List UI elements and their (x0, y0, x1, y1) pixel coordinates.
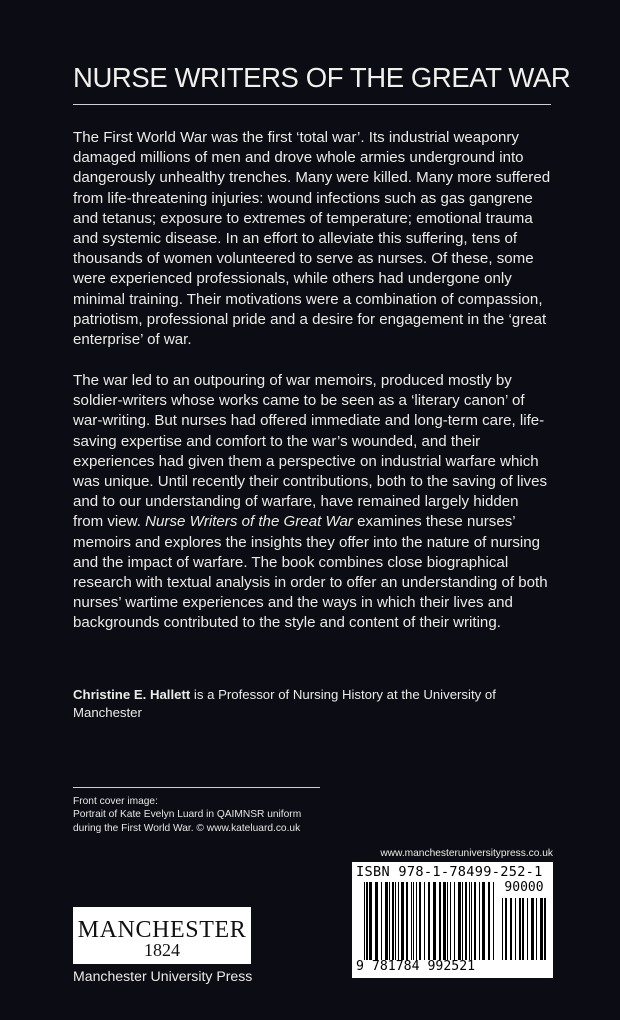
blurb-paragraph-1: The First World War was the first ‘total war’. Its industrial weaponry damaged millions of men and drove whole armies underground into dangerously unhealthy trenches. Many were killed. Many more suffered from life-threatening injuries: wound infections such as gas gangrene and tetanus; exposure to extremes of temperature; emotional trauma and systemic disease. In an effort to alleviate this suffering, tens of thousands of women volunteered to serve as nurses. Of these, some were experienced professionals, while others had undergone only minimal training. Their motivations were a combination of compassion, patriotism, professional pride and a desire for engagement in the ‘great enterprise’ of war. (73, 129, 551, 349)
book-title: NURSE WRITERS OF THE GREAT WAR (73, 62, 571, 93)
barcode-bar (454, 882, 455, 960)
barcode-bar (398, 882, 399, 960)
barcode-bar (419, 882, 421, 960)
barcode-bar (381, 882, 382, 960)
barcode-bar (536, 898, 537, 960)
logo-wordmark: MANCHESTER (77, 917, 247, 943)
barcode-bar (428, 882, 430, 960)
barcode-bar (493, 882, 494, 960)
barcode-bar (458, 882, 461, 960)
barcode-bar (416, 882, 417, 960)
barcode-bar (474, 882, 476, 960)
barcode-bar (364, 882, 365, 960)
barcode-bar (447, 882, 448, 960)
barcode-bar (510, 898, 512, 960)
author-bio (73, 686, 551, 722)
barcode-bar (502, 898, 503, 960)
author-name: Christine E. Hallett (73, 687, 191, 702)
barcode-bar (482, 882, 485, 960)
caption-divider (73, 787, 320, 788)
barcode-bar (544, 898, 546, 960)
caption-line-1: Front cover image: (73, 796, 158, 807)
barcode-bar (385, 882, 388, 960)
barcode-bar (433, 882, 436, 960)
barcode-bar (469, 882, 470, 960)
barcode-bar (515, 898, 516, 960)
barcode-bar (465, 882, 467, 960)
barcode-bar (401, 882, 404, 960)
barcode-bar (527, 898, 528, 960)
blurb-paragraph-2-end: examines these nurses’ memoirs and explores the insights they offer into the nature of nursing and the impact of warfare. The book combines close biographical research with textual analysis in order to offer an understanding of both nurses’ wartime experiences and the ways in which their lives and backgrounds contributed to the style and content of their writing. (73, 513, 548, 632)
publisher-logo (73, 907, 251, 964)
isbn-label: ISBN 978-1-78499-252-1 (356, 864, 543, 880)
barcode-addon-bars (502, 898, 546, 960)
title-divider (73, 104, 551, 105)
blurb-paragraph-2 (73, 371, 551, 634)
barcode-bar (439, 882, 441, 960)
barcode-main-bars (364, 882, 494, 960)
barcode-bar (479, 882, 480, 960)
caption-line-2: Portrait of Kate Evelyn Luard in QAIMNSR uniform (73, 809, 302, 821)
publisher-website: www.manchesteruniversitypress.co.uk (380, 848, 553, 859)
barcode-bar (522, 898, 524, 960)
barcode-bar (519, 898, 521, 960)
barcode-bar (540, 898, 543, 960)
isbn-barcode (352, 862, 553, 978)
caption-line-3: during the First World War. © www.kateluard.co.uk (73, 822, 301, 834)
barcode-bar (450, 882, 451, 960)
barcode-bar (366, 882, 368, 960)
barcode-bar (395, 882, 396, 960)
barcode-bar (462, 882, 463, 960)
barcode-bar (392, 882, 394, 960)
barcode-bar (411, 882, 412, 960)
barcode-bar (443, 882, 446, 960)
logo-year: 1824 (144, 940, 180, 960)
barcode-bar (413, 882, 414, 960)
price-addon-code: 90000 (504, 880, 544, 895)
barcode-bar (424, 882, 425, 960)
barcode-bar (471, 882, 472, 960)
barcode-bar (406, 882, 408, 960)
barcode-bar (375, 882, 378, 960)
cover-image-caption (73, 795, 373, 835)
publisher-name: Manchester University Press (73, 968, 253, 984)
barcode-bar (488, 882, 490, 960)
barcode-bar (505, 898, 507, 960)
barcode-bar (369, 882, 372, 960)
book-title-italic: Nurse Writers of the Great War (145, 513, 353, 531)
barcode-digits: 9 781784 992521 (356, 959, 476, 974)
author-bio-text: is a Professor of Nursing History at the University of Manchester (73, 687, 496, 720)
blurb-paragraph-2-start: The war led to an outpouring of war memoirs, produced mostly by soldier-writers whose works came to be seen as a ‘literary canon’ of war-writing. But nurses had offered immediate and long-term care, life-saving expertise and comfort to the war’s wounded, and their experiences had given them a perspective on industrial warfare which was unique. Until recently their contributions, both to the saving of lives and to our understanding of warfare, have remained largely hidden from view. (73, 372, 548, 531)
barcode-bar (389, 882, 390, 960)
barcode-bar (531, 898, 534, 960)
